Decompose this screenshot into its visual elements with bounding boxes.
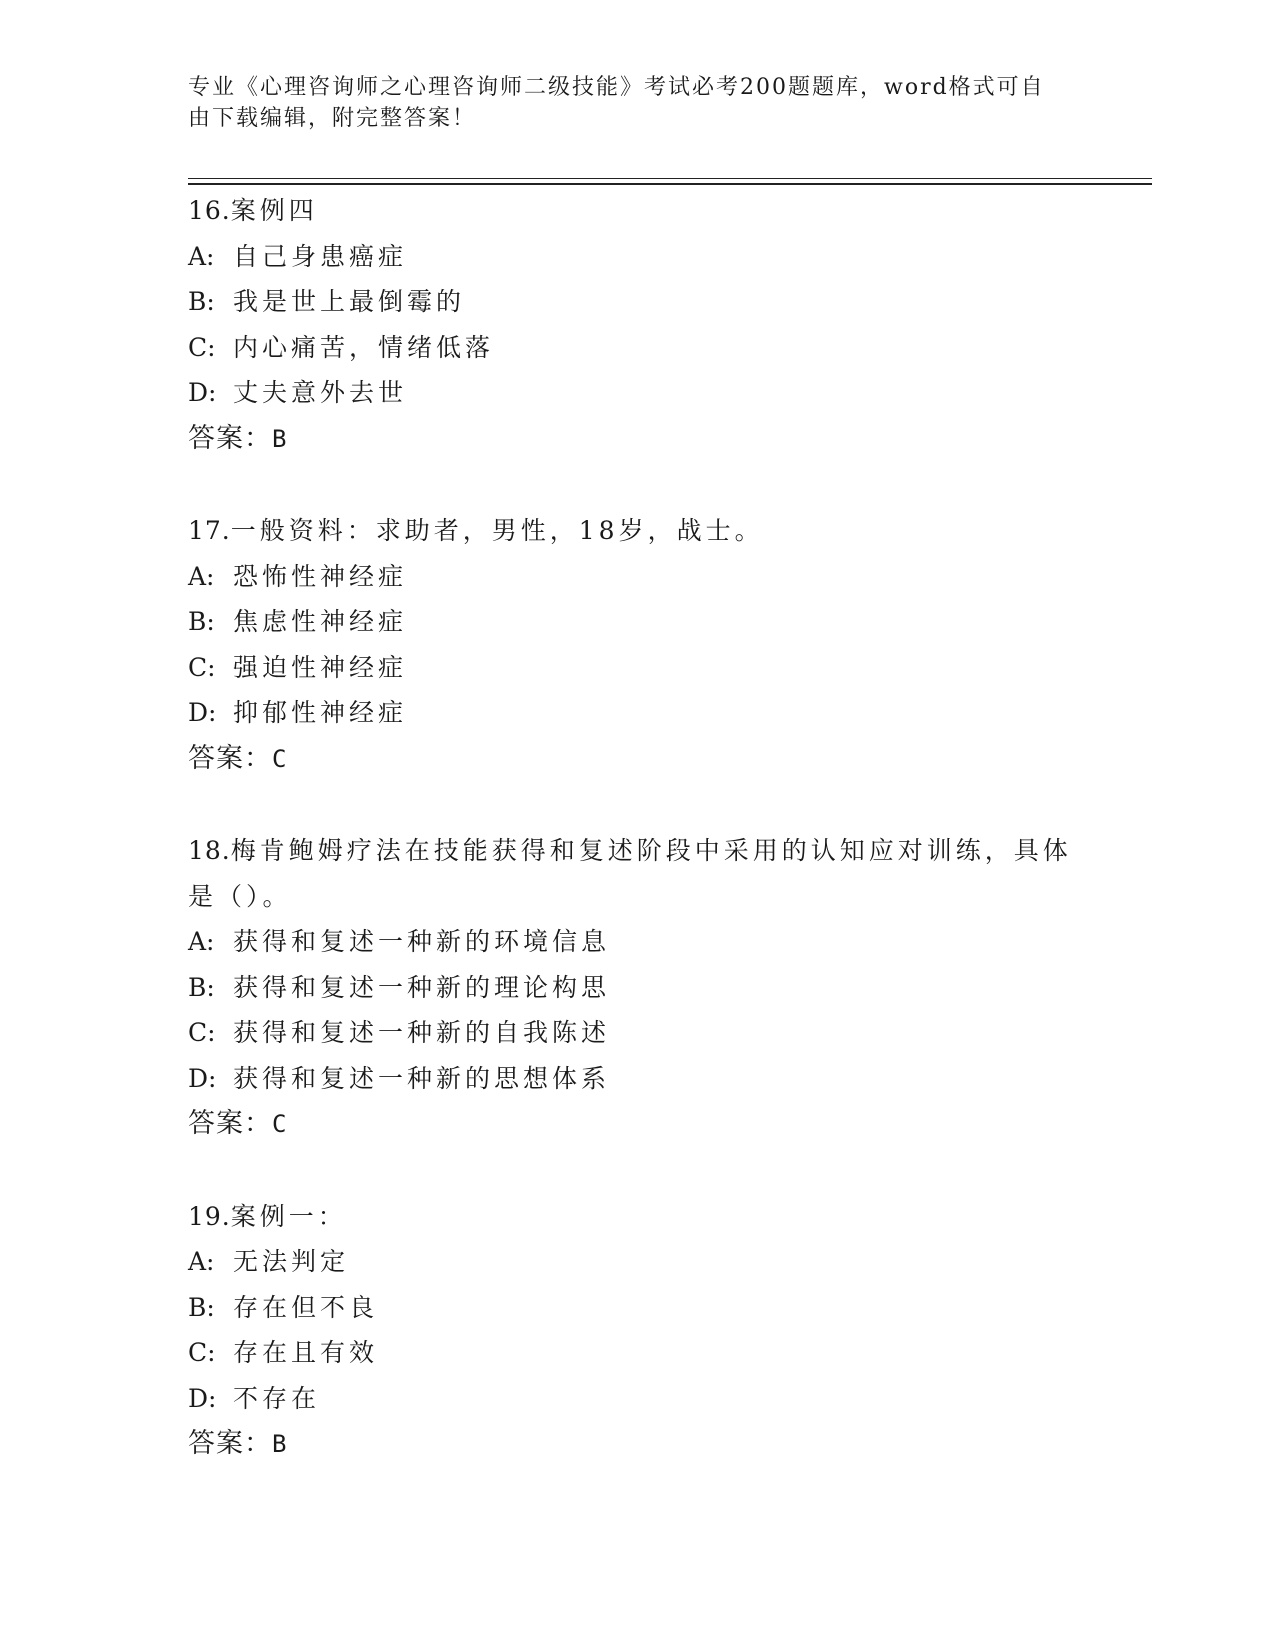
- option-item: [188, 234, 1088, 280]
- option-item: [188, 690, 1088, 736]
- question-list: [188, 188, 1088, 1514]
- option-key: D:: [188, 378, 217, 407]
- question-stem-text: 案例一：: [230, 1201, 347, 1231]
- option-key: B:: [188, 607, 215, 636]
- option-item: [188, 1010, 1088, 1056]
- header-line-1: 专业《心理咨询师之心理咨询师二级技能》考试必考200题题库，word格式可自: [188, 75, 1045, 100]
- option-text: 自己身患癌症: [233, 241, 408, 271]
- question-stem: [188, 508, 1088, 554]
- option-text: 获得和复述一种新的理论构思: [233, 972, 611, 1002]
- answer-line: [188, 1421, 1088, 1468]
- option-key: D:: [188, 1063, 217, 1093]
- option-key: A:: [188, 927, 215, 956]
- option-key: B:: [188, 1292, 215, 1322]
- question-stem: [188, 874, 1088, 920]
- question-number: 16.: [188, 196, 231, 225]
- question-stem: [188, 828, 1088, 874]
- answer-value: C: [272, 744, 288, 773]
- answer-label: 答案：: [188, 742, 272, 774]
- option-item: [188, 1239, 1088, 1285]
- header-divider-thin: [188, 178, 1152, 179]
- option-text: 内心痛苦，情绪低落: [233, 332, 495, 362]
- header-divider-thick: [188, 183, 1152, 185]
- option-key: A:: [188, 1247, 215, 1276]
- question-number: 17.: [188, 516, 231, 545]
- question-number: 19.: [188, 1201, 231, 1231]
- option-text: 存在且有效: [233, 1338, 379, 1367]
- question-number: 18.: [188, 836, 231, 865]
- option-text: 恐怖性神经症: [233, 561, 408, 591]
- option-item: [188, 645, 1088, 691]
- option-key: B:: [188, 972, 215, 1002]
- question-stem-text: 案例四: [230, 196, 318, 225]
- option-item: [188, 1330, 1088, 1376]
- answer-line: [188, 1101, 1088, 1148]
- option-item: [188, 279, 1088, 325]
- document-header: [188, 72, 1068, 134]
- option-key: C:: [188, 1018, 216, 1047]
- option-key: D:: [188, 698, 217, 727]
- option-key: C:: [188, 652, 216, 682]
- answer-value: B: [272, 424, 288, 453]
- answer-label: 答案：: [188, 422, 272, 454]
- option-key: B:: [188, 287, 215, 316]
- answer-line: [188, 736, 1088, 783]
- option-item: [188, 1056, 1088, 1102]
- answer-value: C: [272, 1110, 288, 1138]
- option-text: 获得和复述一种新的环境信息: [233, 927, 611, 956]
- option-text: 存在但不良: [233, 1292, 379, 1322]
- option-text: 丈夫意外去世: [233, 378, 408, 407]
- option-key: A:: [188, 561, 215, 591]
- option-key: C:: [188, 332, 216, 362]
- option-text: 我是世上最倒霉的: [233, 287, 466, 316]
- answer-label: 答案：: [188, 1108, 272, 1139]
- answer-value: B: [272, 1430, 288, 1458]
- option-text: 获得和复述一种新的思想体系: [233, 1063, 611, 1093]
- option-item: [188, 325, 1088, 371]
- header-line-2: 由下载编辑，附完整答案！: [188, 106, 477, 131]
- option-text: 获得和复述一种新的自我陈述: [233, 1018, 611, 1047]
- option-text: 抑郁性神经症: [233, 698, 408, 727]
- option-item: [188, 554, 1088, 600]
- option-text: 不存在: [233, 1383, 321, 1413]
- question-block: [188, 188, 1088, 462]
- answer-line: [188, 416, 1088, 463]
- option-item: [188, 919, 1088, 965]
- option-item: [188, 599, 1088, 645]
- question-stem-text: 梅肯鲍姆疗法在技能获得和复述阶段中采用的认知应对训练，具体: [230, 836, 1072, 865]
- option-text: 无法判定: [233, 1247, 350, 1276]
- option-key: A:: [188, 241, 215, 271]
- question-block: [188, 828, 1088, 1148]
- question-block: [188, 1194, 1088, 1468]
- option-item: [188, 965, 1088, 1011]
- option-item: [188, 1285, 1088, 1331]
- option-item: [188, 1376, 1088, 1422]
- option-key: C:: [188, 1338, 216, 1367]
- question-stem-text: 一般资料：求助者，男性，18岁，战士。: [230, 516, 764, 545]
- answer-label: 答案：: [188, 1428, 272, 1459]
- question-stem-text: 是（）。: [188, 881, 292, 911]
- option-text: 焦虑性神经症: [233, 607, 408, 636]
- option-text: 强迫性神经症: [233, 652, 408, 682]
- option-key: D:: [188, 1383, 217, 1413]
- question-stem: [188, 188, 1088, 234]
- option-item: [188, 370, 1088, 416]
- question-block: [188, 508, 1088, 782]
- question-stem: [188, 1194, 1088, 1240]
